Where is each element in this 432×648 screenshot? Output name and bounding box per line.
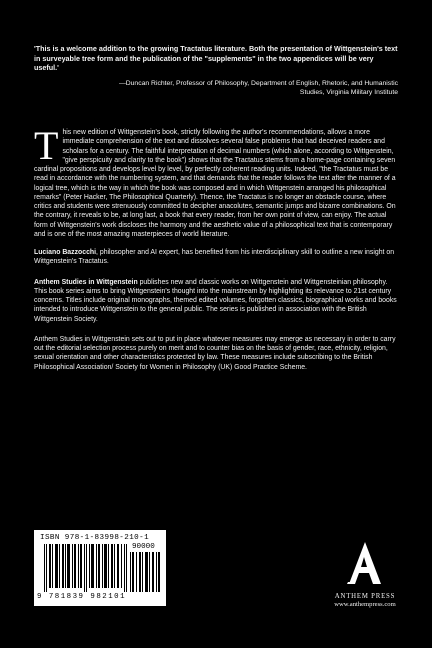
anthem-press-logo-icon — [345, 540, 385, 586]
endorsement-blurb — [34, 44, 398, 97]
barcode-digits: 9 781839 982101 — [37, 593, 127, 601]
series-description — [34, 278, 398, 324]
series-policy: Anthem Studies in Wittgenstein sets out to put in place whatever measures may emerge as necessary in order to carry out the editorial selection process purely on merit and to counter bias on the basis of gender, race, ethnicity, religion, sexual orientation and other characteristics protected by law. These measures include subscribing to the British Philosophical Association/ Society for Women in Philosophy (UK) Good Practice Scheme. — [34, 335, 396, 371]
barcode-bars-icon — [44, 544, 128, 592]
attribution-line-1: —Duncan Richter, Professor of Philosophy, Department of English, Rhetoric, and Humanistic — [118, 79, 398, 87]
isbn-barcode — [34, 530, 166, 606]
publisher-block — [318, 540, 412, 608]
price-addon-label: 90000 — [132, 543, 155, 551]
attribution-line-2: Studies, Virginia Military Institute — [299, 88, 398, 96]
author-bio — [34, 248, 398, 267]
description-text: his new edition of Wittgenstein's book, strictly following the author's recommendations, allows a more immediate comprehension of the text and dissolves several false problems that had deceived readers and scholars for a century. The faithful interpretation of decimal numbers (which alone, according to Wittgenstein, "give perspicuity and clarity to the book") shows that the Tractatus stems from a home-page containing seven cardinal propositions and develops level by level, by perfectly coherent reading units. Indeed, "the Tractatus must be read in accordance with the numbering system, and that demands that the reader follows the text after the manner of a logical tree, which is the way in which the book was composed and in which Wittgenstein arranged his philosophical remarks" (Peter Hacker, The Philosophical Quarterly). Thence, the Tractatus is no longer an obstacle course, where critics and students were strenuously committed to decipher anacolutes, semantic jumps and bizarre combinations. On the contrary, it reveals to be, at long last, a book that every reader, from her own point of view, can enjoy. The actual form of Wittgenstein's work discloses the harmony and the aesthetic value of a philosophical text that is contemporary and is one of the most amazing masterpieces of world literature. — [34, 129, 396, 238]
isbn-label: ISBN 978-1-83998-210-1 — [40, 534, 150, 542]
description-paragraph — [34, 123, 398, 239]
publisher-name: ANTHEM PRESS — [334, 593, 396, 600]
drop-cap: T — [34, 123, 59, 168]
description-body — [34, 123, 398, 372]
series-description-text: publishes new and classic works on Wittgenstein and Wittgensteinian philosophy. This book series aims to bring Wittgenstein's thought into the mainstream by highlighting its relevance to 21st century concerns. Titles include original monographs, themed edited volumes, forgotten classics, biographical works and books intended to introduce Wittgenstein to the general public. The series is published in association with the British Wittgenstein Society. — [34, 278, 397, 323]
endorsement-attribution — [34, 79, 398, 97]
publisher-url: www.anthempress.com — [334, 601, 396, 608]
author-name: Luciano Bazzocchi — [34, 249, 97, 256]
addon-barcode-icon — [130, 552, 160, 592]
author-bio-text: , philosopher and AI expert, has benefited from his interdisciplinary skill to outline a new insight on Wittgenstein's Tractatus. — [34, 249, 395, 266]
series-name: Anthem Studies in Wittgenstein — [34, 278, 138, 286]
endorsement-quote: 'This is a welcome addition to the growing Tractatus literature. Both the presentation of Wittgenstein's text in surveyable tree form and the publication of the "supplements" in the two appendices will be very useful.' — [34, 44, 398, 73]
